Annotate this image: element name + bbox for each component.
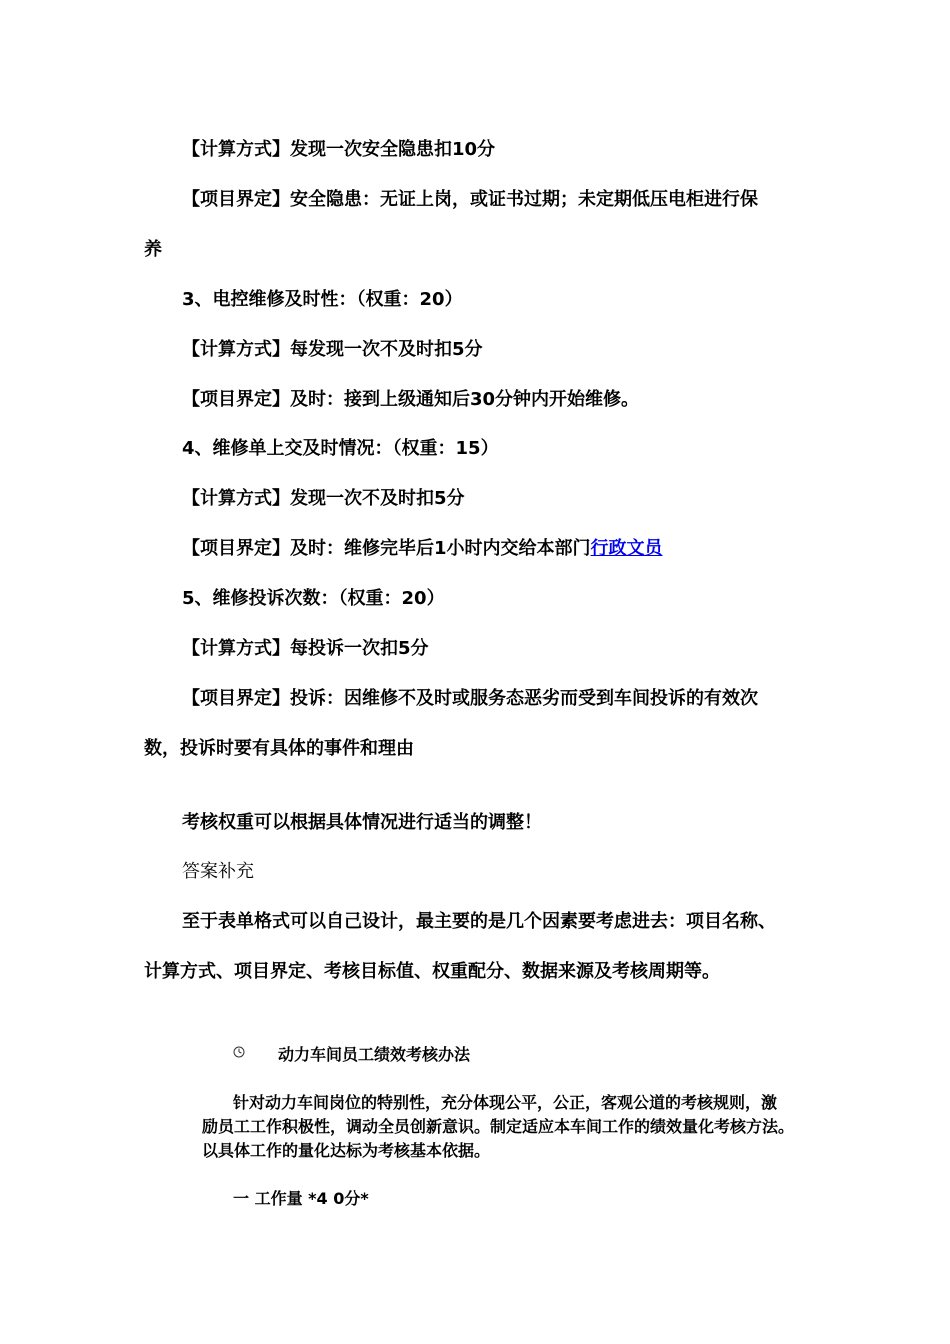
item4-calc-method: 【计算方式】发现一次不及时扣5分 [182, 488, 465, 509]
weight-adjust-note: 考核权重可以根据具体情况进行适当的调整！ [182, 812, 542, 833]
definition-safety-line1: 【项目界定】安全隐患：无证上岗，或证书过期；未定期低压电柜进行保 [182, 189, 758, 210]
clock-icon [233, 1046, 245, 1058]
item5-title: 5、维修投诉次数：（权重：20） [182, 588, 445, 609]
item5-definition-line1: 【项目界定】投诉：因维修不及时或服务态恶劣而受到车间投诉的有效次 [182, 688, 758, 709]
definition-safety-line2: 养 [144, 239, 162, 260]
item4-title: 4、维修单上交及时情况：（权重：15） [182, 438, 499, 459]
item5-definition-line2: 数，投诉时要有具体的事件和理由 [144, 738, 414, 759]
calc-method-safety: 【计算方式】发现一次安全隐患扣10分 [182, 139, 496, 160]
supplement-label: 答案补充 [182, 861, 254, 882]
admin-clerk-link[interactable]: 行政文员 [590, 538, 663, 559]
item4-definition [182, 537, 663, 561]
method-paragraph-line3: 以具体工作的量化达标为考核基本依据。 [202, 1141, 491, 1160]
method-paragraph-line2: 励员工工作积极性，调动全员创新意识。制定适应本车间工作的绩效量化考核方法。 [202, 1117, 795, 1136]
item3-calc-method: 【计算方式】每发现一次不及时扣5分 [182, 339, 483, 360]
method-paragraph-line1: 针对动力车间岗位的特别性，充分体现公平，公正，客观公道的考核规则，激 [233, 1093, 778, 1112]
method-title: 动力车间员工绩效考核办法 [278, 1045, 471, 1064]
workload-section-heading: 一 工作量 *4 0分* [233, 1189, 369, 1208]
supplement-line1: 至于表单格式可以自己设计，最主要的是几个因素要考虑进去：项目名称、 [182, 911, 776, 932]
item3-definition: 【项目界定】及时：接到上级通知后30分钟内开始维修。 [182, 389, 640, 410]
supplement-line2: 计算方式、项目界定、考核目标值、权重配分、数据来源及考核周期等。 [144, 961, 720, 982]
item4-definition-text: 【项目界定】及时：维修完毕后1小时内交给本部门 [182, 538, 591, 559]
item3-title: 3、电控维修及时性：（权重：20） [182, 289, 463, 310]
item5-calc-method: 【计算方式】每投诉一次扣5分 [182, 638, 429, 659]
